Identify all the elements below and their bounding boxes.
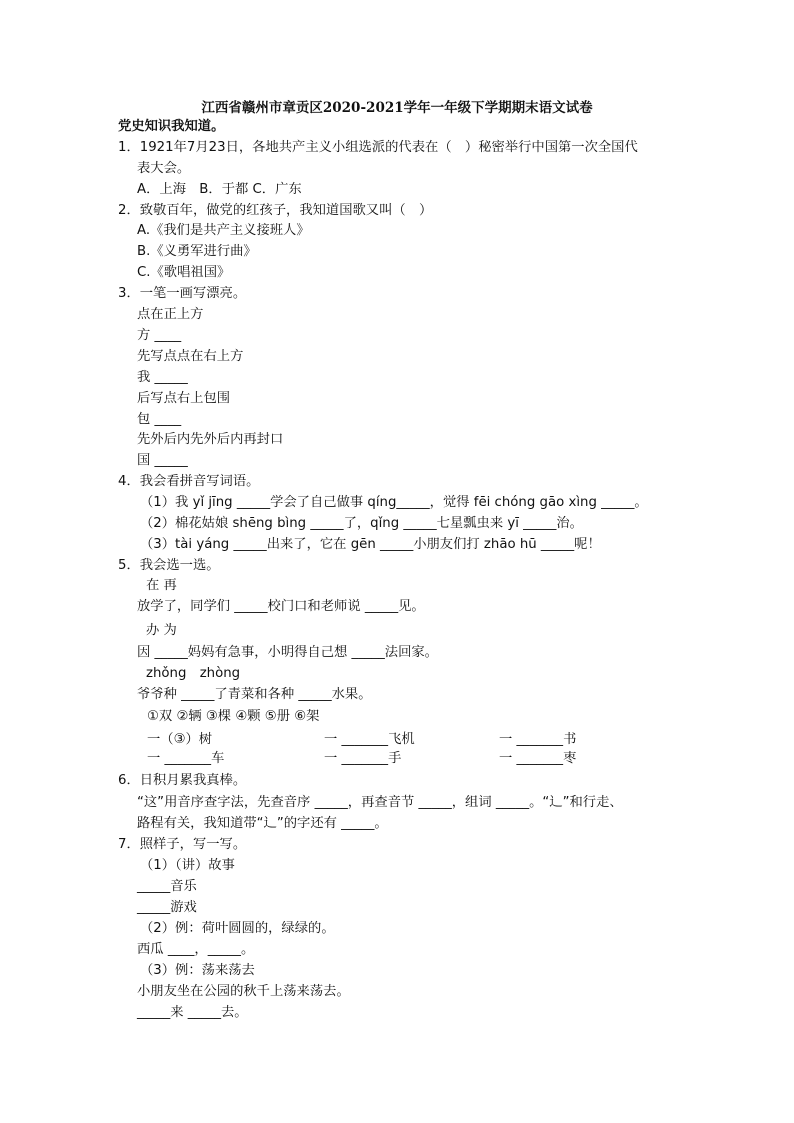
q7-blank-2: _____游戏	[137, 900, 197, 915]
q3-blank-3: 包 ____	[137, 412, 182, 427]
q3-hint-3: 后写点右上包围	[137, 391, 231, 406]
q7-example-sentence: 小朋友坐在公园的秋千上荡来荡去。	[137, 984, 350, 999]
q4-item-3: （3）tài yáng _____出来了，它在 gēn _____小朋友们打 zhāo hū _____呢！	[140, 537, 601, 552]
q5-match-4: 一 _______车	[147, 751, 225, 766]
q3-stem: 3．一笔一画写漂亮。	[118, 286, 247, 301]
q3-hint-1: 点在正上方	[137, 307, 204, 322]
q1-options: A．上海 B．于都 C．广东	[137, 182, 302, 197]
q5-match-6: 一 _______枣	[499, 751, 577, 766]
q7-example-3: （3）例：荡来荡去	[140, 963, 255, 978]
q6-stem: 6．日积月累我真棒。	[118, 773, 247, 788]
q7-example-1: （1）（讲）故事	[140, 858, 235, 873]
q7-example-2: （2）例：荷叶圆圆的，绿绿的。	[140, 921, 335, 936]
q3-hint-2: 先写点点在右上方	[137, 349, 244, 364]
q7-blank-4: _____来 _____去。	[137, 1005, 248, 1020]
q5-match-2: 一 _______飞机	[324, 732, 415, 747]
q5-sentence-2: 因 _____妈妈有急事，小明得自己想 _____法回家。	[137, 645, 438, 660]
q6-line-1: “这”用音序查字法，先查音序 _____，再查音节 _____，组词 _____。“辶”和行走、	[137, 795, 623, 810]
q2-option-c: C.《歌唱祖国》	[137, 265, 231, 280]
q5-match-1: 一（③）树	[147, 732, 213, 747]
q1-stem-line2: 表大会。	[137, 161, 191, 176]
q7-blank-1: _____音乐	[137, 879, 197, 894]
q4-stem: 4．我会看拼音写词语。	[118, 474, 260, 489]
q3-blank-1: 方 ____	[137, 328, 182, 343]
q6-line-2: 路程有关，我知道带“辶”的字还有 _____。	[137, 816, 388, 831]
q2-option-a: A.《我们是共产主义接班人》	[137, 223, 310, 238]
q1-stem-line1: 1．1921年7月23日，各地共产主义小组选派的代表在（ ）秘密举行中国第一次全国代	[118, 140, 638, 155]
q3-hint-4: 先外后内先外后内再封口	[137, 432, 284, 447]
q7-blank-3: 西瓜 ____，_____。	[137, 942, 255, 957]
exam-title: 江西省赣州市章贡区2020-2021学年一年级下学期期末语文试卷	[201, 100, 593, 116]
q5-sentence-3: 爷爷种 _____了青菜和各种 _____水果。	[137, 687, 372, 702]
q2-option-b: B.《义勇军进行曲》	[137, 244, 257, 259]
q3-blank-4: 国 _____	[137, 453, 188, 468]
q2-stem: 2．致敬百年，做党的红孩子，我知道国歌又叫（ ）	[118, 203, 433, 218]
q5-match-3: 一 _______书	[499, 732, 577, 747]
q7-stem: 7．照样子，写一写。	[118, 837, 247, 852]
q5-stem: 5．我会选一选。	[118, 558, 220, 573]
q5-match-5: 一 _______手	[324, 751, 402, 766]
q4-item-2: （2）棉花姑娘 shēng bìng _____了，qǐng _____七星瓢虫来 yī _____治。	[140, 516, 583, 531]
q5-sentence-1: 放学了，同学们 _____校门口和老师说 _____见。	[137, 599, 425, 614]
q5-choice-pair-2: 办 为	[146, 623, 177, 638]
q3-blank-2: 我 _____	[137, 370, 188, 385]
q4-item-1: （1）我 yǐ jīng _____学会了自己做事 qíng_____，觉得 fēi chóng gāo xìng _____。	[140, 495, 648, 510]
q5-choice-pair-1: 在 再	[146, 578, 177, 593]
q5-measure-word-options: ①双 ②辆 ③棵 ④颗 ⑤册 ⑥架	[147, 709, 320, 724]
q5-choice-pair-3: zhǒng zhòng	[146, 666, 241, 681]
section-heading: 党史知识我知道。	[118, 119, 225, 134]
